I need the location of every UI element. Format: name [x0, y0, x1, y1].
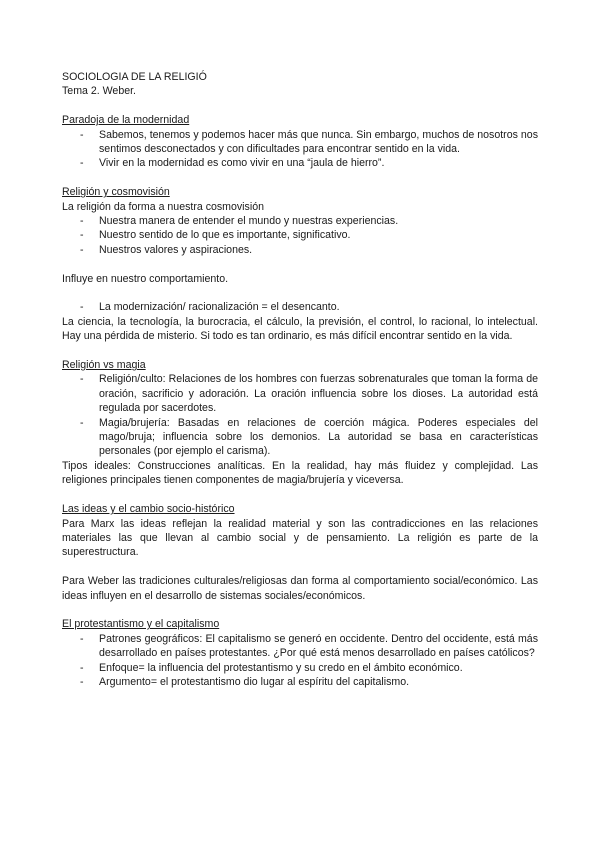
bullet-list [62, 632, 538, 690]
section-heading: Religión vs magia [62, 359, 146, 372]
list-item: - Sabemos, tenemos y podemos hacer más que nunca. Sin embargo, muchos de nosotros nos sentimos desconectados y con dificultades para encontrar sentido en la vida. [62, 128, 538, 157]
list-item: - Religión/culto: Relaciones de los hombres con fuerzas sobrenaturales que toman la forma de oración, sacrificio y adoración. La oración influencia sobre los dioses. La autoridad está regulada por sacerdotes. [62, 372, 538, 415]
paragraph: Para Weber las tradiciones culturales/religiosas dan forma al comportamiento social/económico. Las ideas influyen en el desarrollo de sistemas sociales/económicos. [62, 575, 538, 602]
section-heading: Paradoja de la modernidad [62, 114, 190, 127]
section-ideas-cambio [62, 502, 538, 603]
list-item: - Nuestro sentido de lo que es importante, significativo. [62, 228, 538, 242]
list-item: - Argumento= el protestantismo dio lugar al espíritu del capitalismo. [62, 675, 538, 689]
list-item: - Nuestra manera de entender el mundo y nuestras experiencias. [62, 214, 538, 228]
section-cosmovision [62, 185, 538, 343]
paragraph: La religión da forma a nuestra cosmovisión [62, 200, 264, 213]
bullet-list [62, 128, 538, 171]
bullet-list [62, 300, 538, 314]
document-subtitle: Tema 2. Weber. [62, 85, 136, 98]
list-item: - Magia/brujería: Basadas en relaciones de coerción mágica. Poderes especiales del mago/bruja; influencia sobre los demonios. La autoridad se basa en características personales (por ejemplo el carisma). [62, 416, 538, 459]
list-item: - Vivir en la modernidad es como vivir en una “jaula de hierro”. [62, 156, 538, 170]
section-religion-magia [62, 358, 538, 488]
list-item: - La modernización/ racionalización = el desencanto. [62, 300, 538, 314]
paragraph: Influye en nuestro comportamiento. [62, 272, 229, 285]
section-heading: Las ideas y el cambio socio-histórico [62, 503, 235, 516]
paragraph: Para Marx las ideas reflejan la realidad material y son las contradicciones en las relaciones materiales las que llevan al cambio social y de pensamiento. La religión es parte de la superestructura. [62, 517, 538, 559]
bullet-list [62, 214, 538, 257]
section-heading: Religión y cosmovisión [62, 186, 170, 199]
bullet-list [62, 372, 538, 458]
list-item: - Patrones geográficos: El capitalismo se generó en occidente. Dentro del occidente, está más desarrollado en países protestantes. ¿Por qué está menos desarrollado en países católicos? [62, 632, 538, 661]
document-content [62, 70, 538, 689]
paragraph: Tipos ideales: Construcciones analíticas. En la realidad, hay más fluidez y complejidad. Las religiones principales tienen componentes de magia/brujería y viceversa. [62, 459, 538, 487]
list-item: - Enfoque= la influencia del protestantismo y su credo en el ámbito económico. [62, 661, 538, 675]
section-heading: El protestantismo y el capitalismo [62, 618, 220, 631]
paragraph: La ciencia, la tecnología, la burocracia, el cálculo, la previsión, el control, lo racional, lo intelectual. Hay una pérdida de misterio. Si todo es tan ordinario, es más difícil encontrar sentido en la vida. [62, 315, 538, 343]
list-item: - Nuestros valores y aspiraciones. [62, 243, 538, 257]
section-protestantismo [62, 617, 538, 689]
document-title: SOCIOLOGIA DE LA RELIGIÓ [62, 71, 207, 83]
section-paradoja [62, 113, 538, 171]
